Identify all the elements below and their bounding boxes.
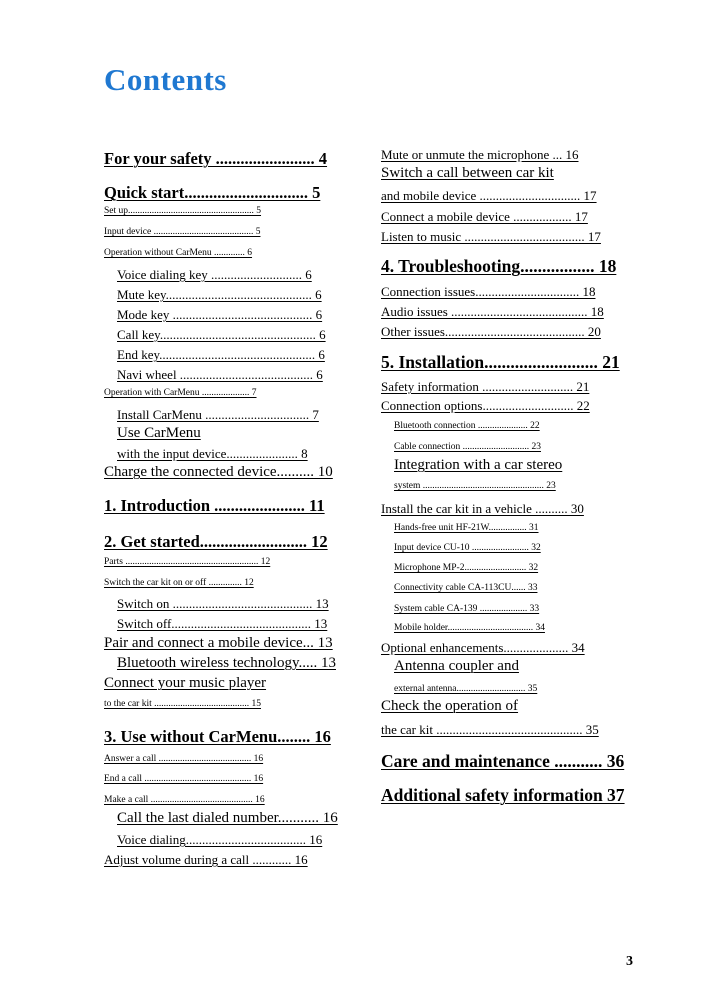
toc-entry[interactable]: Switch the car kit on or off .............. 12 bbox=[104, 578, 254, 588]
toc-entry[interactable]: Mode key ........................................... 6 bbox=[117, 307, 323, 322]
toc-entry[interactable]: Quick start.............................. 5 bbox=[104, 183, 321, 202]
toc-entry[interactable]: Install the car kit in a vehicle .......... 30 bbox=[381, 501, 584, 516]
toc-entry[interactable]: Optional enhancements.................... 34 bbox=[381, 640, 585, 655]
toc-entry[interactable]: Answer a call ....................................... 16 bbox=[104, 754, 264, 764]
toc-entry[interactable]: End key................................................ 6 bbox=[117, 347, 325, 362]
toc-entry[interactable]: Install CarMenu ................................ 7 bbox=[117, 407, 319, 422]
toc-entry[interactable]: Bluetooth connection ..................... 22 bbox=[394, 421, 540, 431]
toc-entry[interactable]: Switch off........................................... 13 bbox=[117, 616, 328, 631]
toc-entry[interactable]: For your safety ........................ 4 bbox=[104, 149, 328, 168]
toc-entry[interactable]: and mobile device ............................... 17 bbox=[381, 188, 597, 203]
toc-entry[interactable]: End a call ............................................. 16 bbox=[104, 774, 264, 784]
toc-entry[interactable]: Parts ........................................................ 12 bbox=[104, 557, 271, 567]
toc-entry[interactable]: Antenna coupler and bbox=[394, 658, 519, 674]
toc-entry[interactable]: 2. Get started.......................... 12 bbox=[104, 532, 328, 551]
toc-entry[interactable]: Use CarMenu bbox=[117, 425, 201, 441]
toc-entry[interactable]: Call key................................................ 6 bbox=[117, 327, 326, 342]
toc-entry[interactable]: Adjust volume during a call ............ 16 bbox=[104, 852, 308, 867]
toc-entry[interactable]: Safety information ............................ 21 bbox=[381, 379, 590, 394]
toc-entry[interactable]: Connect your music player bbox=[104, 675, 267, 691]
toc-entry[interactable]: Set up..................................................... 5 bbox=[104, 206, 262, 216]
toc-entry[interactable]: Additional safety information 37 bbox=[381, 785, 625, 805]
toc-entry[interactable]: Call the last dialed number........... 16 bbox=[117, 810, 338, 826]
toc-entry[interactable]: Other issues........................................... 20 bbox=[381, 324, 601, 339]
toc-entry[interactable]: Cable connection ............................ 23 bbox=[394, 442, 541, 452]
toc-entry[interactable]: System cable CA-139 .................... 33 bbox=[394, 604, 540, 614]
toc-entry[interactable]: Check the operation of bbox=[381, 698, 519, 714]
page-number: 3 bbox=[626, 954, 633, 969]
toc-entry[interactable]: with the input device...................... 8 bbox=[117, 446, 308, 461]
toc-entry[interactable]: Voice dialing key ............................ 6 bbox=[117, 267, 312, 282]
toc-entry[interactable]: Connect a mobile device .................. 17 bbox=[381, 209, 588, 224]
toc-entry[interactable]: 5. Installation.......................... 21 bbox=[381, 352, 620, 372]
toc-entry[interactable]: to the car kit ........................................ 15 bbox=[104, 699, 261, 709]
toc-entry[interactable]: Connection issues................................ 18 bbox=[381, 284, 596, 299]
toc-entry[interactable]: Connection options............................ 22 bbox=[381, 398, 590, 413]
toc-entry[interactable]: Input device .......................................... 5 bbox=[104, 227, 261, 237]
toc-entry[interactable]: 4. Troubleshooting................. 18 bbox=[381, 256, 617, 276]
toc-entry[interactable]: Navi wheel ......................................... 6 bbox=[117, 367, 323, 382]
toc-entry[interactable]: Hands-free unit HF-21W................ 31 bbox=[394, 523, 539, 533]
toc-entry[interactable]: Make a call ........................................... 16 bbox=[104, 795, 265, 805]
toc-entry[interactable]: Integration with a car stereo bbox=[394, 457, 563, 473]
toc-entry[interactable]: Switch a call between car kit bbox=[381, 165, 554, 181]
toc-entry[interactable]: 3. Use without CarMenu........ 16 bbox=[104, 727, 331, 746]
toc-entry[interactable]: Audio issues .......................................... 18 bbox=[381, 304, 604, 319]
toc-entry[interactable]: Care and maintenance ........... 36 bbox=[381, 751, 625, 771]
toc-entry[interactable]: Pair and connect a mobile device... 13 bbox=[104, 635, 333, 651]
toc-entry[interactable]: external antenna............................. 35 bbox=[394, 684, 538, 694]
toc-entry[interactable]: Voice dialing..................................... 16 bbox=[117, 832, 323, 847]
toc-entry[interactable]: 1. Introduction ...................... 11 bbox=[104, 496, 325, 515]
toc-entry[interactable]: Microphone MP-2.......................... 32 bbox=[394, 563, 539, 573]
toc-entry[interactable]: Operation without CarMenu ............. 6 bbox=[104, 248, 253, 258]
toc-entry[interactable]: Connectivity cable CA-113CU...... 33 bbox=[394, 583, 538, 593]
toc-entry[interactable]: Mute key............................................. 6 bbox=[117, 287, 322, 302]
toc-entry[interactable]: Operation with CarMenu .................... 7 bbox=[104, 388, 257, 398]
toc-entry[interactable]: Listen to music ..................................... 17 bbox=[381, 229, 601, 244]
toc-entry[interactable]: Mobile holder.................................... 34 bbox=[394, 623, 545, 633]
toc-entry[interactable]: the car kit ............................................. 35 bbox=[381, 722, 599, 737]
toc-entry[interactable]: Charge the connected device.......... 10 bbox=[104, 464, 333, 480]
page-title: Contents bbox=[104, 62, 227, 97]
toc-entry[interactable]: Bluetooth wireless technology..... 13 bbox=[117, 655, 336, 671]
toc-entry[interactable]: Mute or unmute the microphone ... 16 bbox=[381, 147, 579, 162]
toc-entry[interactable]: Input device CU-10 ........................ 32 bbox=[394, 543, 541, 553]
toc-entry[interactable]: Switch on ........................................... 13 bbox=[117, 596, 329, 611]
toc-entry[interactable]: system ................................................... 23 bbox=[394, 481, 556, 491]
